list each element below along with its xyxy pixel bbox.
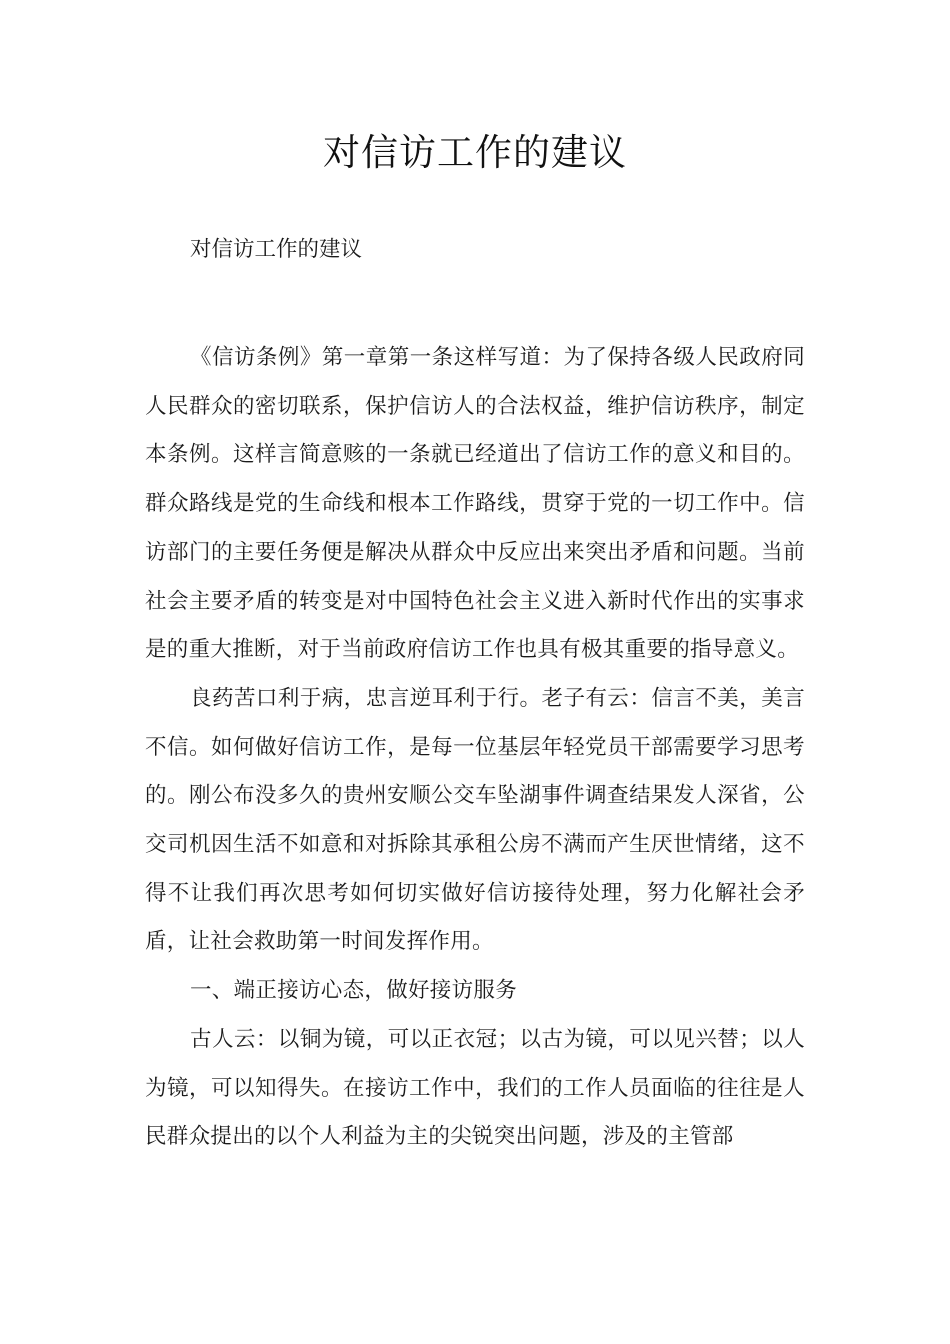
page-title: 对信访工作的建议 [323, 131, 627, 174]
document-subtitle: 对信访工作的建议 [190, 237, 363, 262]
paragraph-section-1: 古人云：以铜为镜，可以正衣冠；以古为镜，可以见兴替；以人为镜，可以知得失。在接访工作中，我们的工作人员面临的往往是人民群众提出的以个人利益为主的尖锐突出问题，涉及的主管部 [145, 1026, 805, 1150]
document-body [145, 334, 805, 1162]
paragraph-proverb: 良药苦口利于病，忠言逆耳利于行。老子有云：信言不美，美言不信。如何做好信访工作，是每一位基层年轻党员干部需要学习思考的。刚公布没多久的贵州安顺公交车坠湖事件调查结果发人深省，公交司机因生活不如意和对拆除其承租公房不满而产生厌世情绪，这不得不让我们再次思考如何切实做好信访接待处理，努力化解社会矛盾，让社会救助第一时间发挥作用。 [145, 685, 805, 955]
paragraph-intro: 《信访条例》第一章第一条这样写道：为了保持各级人民政府同人民群众的密切联系，保护信访人的合法权益，维护信访秩序，制定本条例。这样言简意赅的一条就已经道出了信访工作的意义和目的。群众路线是党的生命线和根本工作路线，贯穿于党的一切工作中。信访部门的主要任务便是解决从群众中反应出来突出矛盾和问题。当前社会主要矛盾的转变是对中国特色社会主义进入新时代作出的实事求是的重大推断，对于当前政府信访工作也具有极其重要的指导意义。 [145, 345, 805, 663]
section-heading-1: 一、端正接访心态，做好接访服务 [190, 978, 518, 1004]
